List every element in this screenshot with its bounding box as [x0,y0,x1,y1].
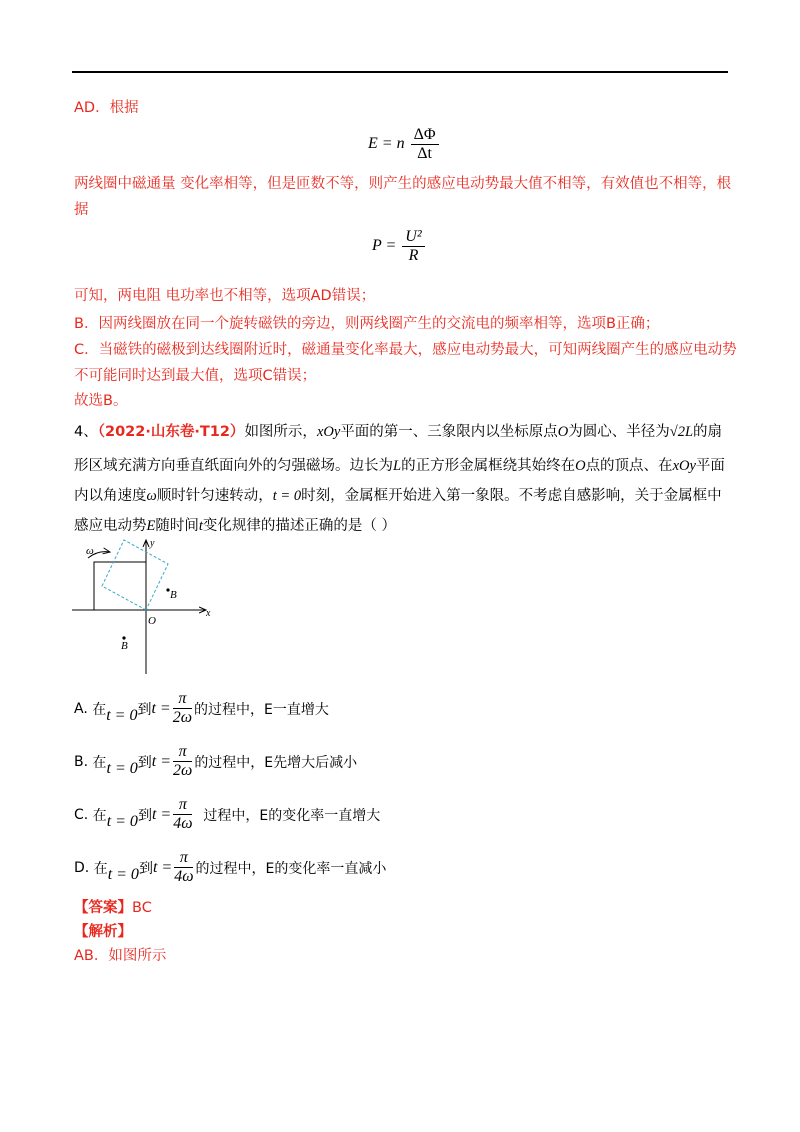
q4-text: 平面 [695,458,725,474]
choice-num: π [173,796,192,815]
rotated-frame-dashed [102,540,168,610]
q4-text: 形区域充满方向垂直纸面向外的匀强磁场。边长为 [74,458,393,474]
q4-omega: ω [146,488,157,504]
choice-letter: B. [74,753,89,770]
choice-letter: D. [74,859,90,876]
choice-t1: t = [152,858,173,876]
choice-text: 到 [137,807,152,824]
q4-o: O [575,458,586,474]
q4-line2 [74,456,725,476]
para3: B．因两线圈放在同一个旋转磁铁的旁边，则两线圈产生的交流电的频率相等，选项B正确； [74,316,660,332]
choice-text: 的过程中，E先增大后减小 [194,754,358,771]
choice-num: π [173,743,192,762]
choice-t0: t = 0 [107,865,139,883]
choice-text: 在 [93,860,108,877]
q4-line3 [74,486,722,506]
para1-line2: 据 [74,202,89,218]
choice-b[interactable] [74,743,357,780]
q4-text: 平面的第一、三象限内以坐标原点 [340,424,558,440]
para1-line1: 两线圈中磁通量 变化率相等，但是匝数不等，则产生的感应电动势最大值不相等，有效值也不相等，根 [74,176,732,192]
q4-text: 的正方形金属框绕其始终在 [401,458,576,474]
para2: 可知，两电阻 电功率也不相等，选项AD错误； [74,288,376,304]
formula-emf-den: Δt [417,145,432,162]
q4-line1 [74,422,722,442]
q4-t: t [198,518,203,534]
choice-text: 的过程中，E一直增大 [194,701,329,718]
formula-power-den: R [408,247,419,264]
choice-t1: t = [151,752,172,770]
formula-emf-lhs: E = n [368,135,405,153]
q4-xoy: xOy [672,458,696,474]
choice-t1: t = [151,805,172,823]
formula-power-lhs: P = [372,237,397,255]
choice-c[interactable] [74,796,380,833]
formula-emf [368,126,441,163]
choice-den: 4ω [174,868,194,885]
choice-num: π [174,849,193,868]
q4-text: 随时间 [155,518,199,534]
choice-letter: C. [74,806,89,823]
choice-text: 的过程中，E的变化率一直减小 [195,860,387,877]
choice-text: 在 [92,807,107,824]
q4-number: 4、 [74,424,98,440]
y-label: y [150,538,155,549]
choice-text: 到 [138,860,153,877]
choice-text: 到 [137,754,152,771]
choice-den: 2ω [173,762,193,779]
analysis-label: 【解析】 [74,924,132,940]
q4-o: O [557,424,569,440]
answer-value: BC [132,900,152,916]
choice-text: 过程中，E的变化率一直增大 [194,807,381,824]
q4-l: L [393,458,402,474]
q4-text: 的扇 [693,424,723,440]
choice-den: 4ω [173,815,193,832]
b-label-2: B [121,640,128,652]
q4-text: 为圆心、半径为 [568,424,670,440]
choice-text: 在 [92,701,107,718]
q4-radius: √2L [669,424,694,440]
q4-e: E [146,518,156,534]
para4-line2: 不可能同时达到最大值，选项C错误； [74,368,317,384]
choice-text: 在 [92,754,107,771]
choice-t0: t = 0 [106,759,138,777]
formula-power [372,228,427,265]
q4-text: 感应电动势 [74,518,147,534]
q4-xoy: xOy [316,424,341,440]
choice-t0: t = 0 [106,812,138,830]
q4-text: 变化规律的描述正确的是（ ） [202,518,396,534]
rotating-frame-figure [72,536,222,676]
answer-line [74,898,152,918]
omega-label: ω [86,545,94,557]
choice-a[interactable] [74,690,329,727]
q4-line4 [74,516,396,536]
q4-text: 点的顶点、在 [585,458,673,474]
q4-source: （2022·山东卷·T12） [97,424,245,440]
formula-power-num: U² [402,228,424,247]
formula-emf-num: ΔΦ [411,126,439,145]
q4-text: 顺时针匀速转动， [156,488,273,504]
choice-letter: A. [74,700,88,717]
choice-num: π [173,690,192,709]
choice-t1: t = [151,699,171,717]
choice-text: 到 [137,701,152,718]
q4-text: 时刻，金属框开始进入第一象限。不考虑自感影响，关于金属框中 [301,488,722,504]
choice-den: 2ω [172,709,193,726]
para4-line1: C．当磁铁的磁极到达线圈附近时，磁通量变化率最大，感应电动势最大，可知两线圈产生的感应电动势 [74,342,737,358]
para5: 故选B。 [74,393,128,409]
q4-t0: t = 0 [272,488,302,504]
ab-line: AB．如图所示 [74,948,167,964]
origin-label: O [148,615,156,627]
q4-text: 如图所示， [244,424,317,440]
q4-text: 内以角速度 [74,488,147,504]
b-label-1: B [170,589,177,601]
header-rule [72,71,728,73]
choice-t0: t = 0 [106,706,138,724]
choice-d[interactable] [74,849,386,886]
answer-label: 【答案】 [74,900,132,916]
x-label: x [206,608,211,619]
ad-intro: AD．根据 [74,100,139,116]
